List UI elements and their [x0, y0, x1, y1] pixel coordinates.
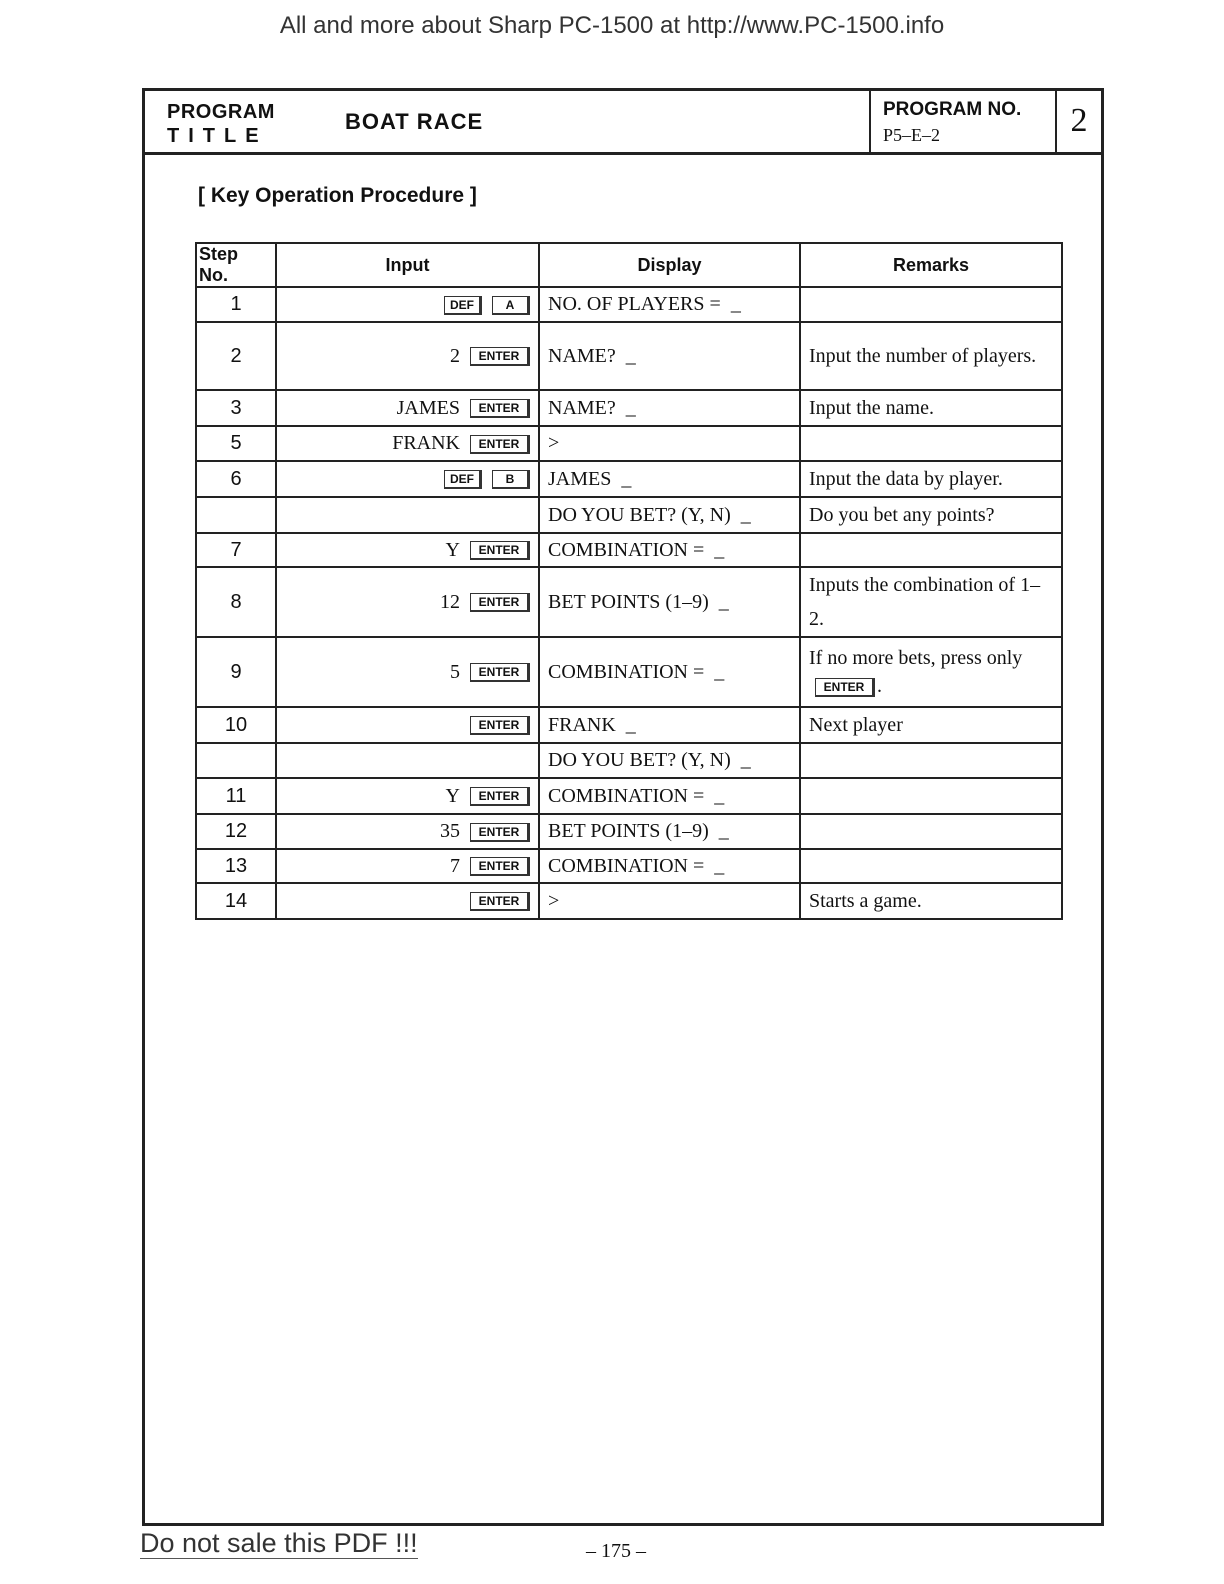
step-number: 8 [196, 567, 276, 637]
display-cursor: _ [714, 784, 725, 807]
program-title-label [167, 100, 275, 148]
display-text: > [548, 889, 560, 912]
footer-note-text: Do not sale this PDF !!! [140, 1528, 418, 1558]
input-text: FRANK [392, 432, 460, 454]
step-number [196, 497, 276, 533]
input-text: JAMES [396, 396, 460, 419]
display-text: COMBINATION = [548, 538, 705, 561]
display-cursor: _ [621, 467, 632, 490]
keycap-enter: ENTER [470, 593, 530, 612]
column-header-step: Step No. [196, 243, 276, 287]
program-code: P5–E–2 [883, 125, 941, 145]
input-cell [276, 567, 539, 637]
input-text: 2 [450, 344, 460, 367]
step-number: 12 [196, 814, 276, 849]
display-cursor: _ [718, 590, 729, 613]
display-cursor: _ [714, 660, 725, 683]
display-cell [539, 814, 800, 849]
input-cell [276, 743, 539, 778]
program-header [145, 91, 1101, 155]
step-number: 11 [196, 778, 276, 814]
display-text: > [548, 432, 560, 454]
display-cell [539, 637, 800, 707]
input-cell [276, 497, 539, 533]
table-row [196, 390, 1062, 426]
program-label-line2: TITLE [167, 125, 268, 147]
display-text: FRANK [548, 713, 616, 736]
remarks-punctuation: . [877, 675, 882, 697]
table-row [196, 707, 1062, 743]
input-cell [276, 287, 539, 322]
input-text: 7 [450, 854, 460, 877]
remarks-cell [800, 814, 1062, 849]
display-text: COMBINATION = [548, 784, 705, 807]
remarks-text: If no more bets, press only [809, 647, 1023, 669]
step-number: 2 [196, 322, 276, 390]
keycap-enter: ENTER [470, 716, 530, 735]
step-number: 6 [196, 461, 276, 497]
display-cursor: _ [740, 749, 751, 771]
display-cell [539, 287, 800, 322]
input-cell [276, 637, 539, 707]
section-heading: [ Key Operation Procedure ] [198, 184, 477, 207]
page-number: – 175 – [586, 1540, 646, 1562]
input-cell [276, 849, 539, 883]
step-number: 13 [196, 849, 276, 883]
step-number: 5 [196, 426, 276, 461]
display-cell [539, 426, 800, 461]
display-cell [539, 743, 800, 778]
display-cursor: _ [714, 538, 725, 561]
keycap-enter: ENTER [815, 678, 875, 697]
remarks-cell: Inputs the combination of 1–2. [800, 567, 1062, 637]
display-cursor: _ [625, 713, 636, 736]
display-text: DO YOU BET? (Y, N) [548, 749, 731, 771]
program-page-badge: 2 [1055, 91, 1101, 152]
display-cursor: _ [625, 344, 636, 367]
display-cursor: _ [718, 820, 729, 842]
keycap-enter: ENTER [470, 787, 530, 806]
input-cell [276, 533, 539, 567]
remarks-cell [800, 743, 1062, 778]
remarks-cell [800, 287, 1062, 322]
table-row [196, 322, 1062, 390]
keycap-enter: ENTER [470, 347, 530, 366]
remarks-cell: Starts a game. [800, 883, 1062, 919]
display-cell [539, 849, 800, 883]
keycap-enter: ENTER [470, 857, 530, 876]
display-text: NO. OF PLAYERS = [548, 293, 721, 315]
remarks-cell [800, 778, 1062, 814]
step-number: 1 [196, 287, 276, 322]
table-row [196, 461, 1062, 497]
display-text: BET POINTS (1–9) [548, 820, 709, 842]
display-cell [539, 497, 800, 533]
input-cell [276, 883, 539, 919]
table-header-row [196, 243, 1062, 287]
input-cell [276, 322, 539, 390]
display-cell [539, 390, 800, 426]
step-number: 7 [196, 533, 276, 567]
display-cursor: _ [740, 503, 751, 526]
table-row [196, 883, 1062, 919]
display-cell [539, 567, 800, 637]
site-banner: All and more about Sharp PC-1500 at http://www.PC-1500.info [279, 12, 945, 39]
display-cursor: _ [625, 396, 636, 419]
column-header-input: Input [276, 243, 539, 287]
input-cell [276, 461, 539, 497]
remarks-cell [800, 533, 1062, 567]
step-number: 9 [196, 637, 276, 707]
table-row [196, 743, 1062, 778]
input-cell [276, 707, 539, 743]
table-row [196, 814, 1062, 849]
table-row [196, 849, 1062, 883]
display-cell [539, 322, 800, 390]
input-text: 35 [440, 820, 460, 842]
keycap-a: A [492, 296, 530, 315]
step-number: 10 [196, 707, 276, 743]
table-row [196, 533, 1062, 567]
input-text: Y [445, 784, 460, 807]
display-cell [539, 461, 800, 497]
display-text: DO YOU BET? (Y, N) [548, 503, 731, 526]
column-header-display: Display [539, 243, 800, 287]
footer-note [140, 1528, 418, 1559]
step-number: 3 [196, 390, 276, 426]
display-text: NAME? [548, 396, 616, 419]
keycap-def: DEF [444, 470, 482, 489]
display-cursor: _ [730, 293, 741, 315]
display-text: NAME? [548, 344, 616, 367]
table-row [196, 497, 1062, 533]
display-text: BET POINTS (1–9) [548, 590, 709, 613]
display-cell [539, 778, 800, 814]
table-row [196, 287, 1062, 322]
keycap-enter: ENTER [470, 892, 530, 911]
program-number-label: PROGRAM NO. [883, 99, 1022, 120]
input-text: Y [445, 538, 460, 561]
step-number [196, 743, 276, 778]
key-operation-table [195, 242, 1063, 920]
keycap-def: DEF [444, 296, 482, 315]
display-text: JAMES [548, 467, 612, 490]
keycap-enter: ENTER [470, 823, 530, 842]
display-cell [539, 883, 800, 919]
remarks-cell [800, 849, 1062, 883]
input-cell [276, 390, 539, 426]
remarks-cell: Next player [800, 707, 1062, 743]
input-text: 12 [440, 590, 460, 613]
remarks-cell: Input the name. [800, 390, 1062, 426]
remarks-cell [800, 637, 1062, 707]
table-body [196, 287, 1062, 919]
remarks-cell: Input the number of players. [800, 322, 1062, 390]
program-title: BOAT RACE [345, 109, 484, 134]
program-label-line1: PROGRAM [167, 101, 275, 123]
display-cursor: _ [714, 854, 725, 877]
keycap-enter: ENTER [470, 541, 530, 560]
keycap-enter: ENTER [470, 399, 530, 418]
keycap-enter: ENTER [470, 435, 530, 454]
input-cell [276, 814, 539, 849]
table-row [196, 567, 1062, 637]
display-text: COMBINATION = [548, 854, 705, 877]
step-number: 14 [196, 883, 276, 919]
column-header-remarks: Remarks [800, 243, 1062, 287]
input-cell [276, 778, 539, 814]
remarks-cell: Input the data by player. [800, 461, 1062, 497]
display-cell [539, 533, 800, 567]
display-text: COMBINATION = [548, 660, 705, 683]
display-cell [539, 707, 800, 743]
remarks-cell [800, 426, 1062, 461]
table-row [196, 637, 1062, 707]
program-number-box [869, 91, 1055, 152]
input-text: 5 [450, 660, 460, 683]
keycap-b: B [492, 470, 530, 489]
table-row [196, 426, 1062, 461]
input-cell [276, 426, 539, 461]
remarks-cell: Do you bet any points? [800, 497, 1062, 533]
keycap-enter: ENTER [470, 663, 530, 682]
table-row [196, 778, 1062, 814]
